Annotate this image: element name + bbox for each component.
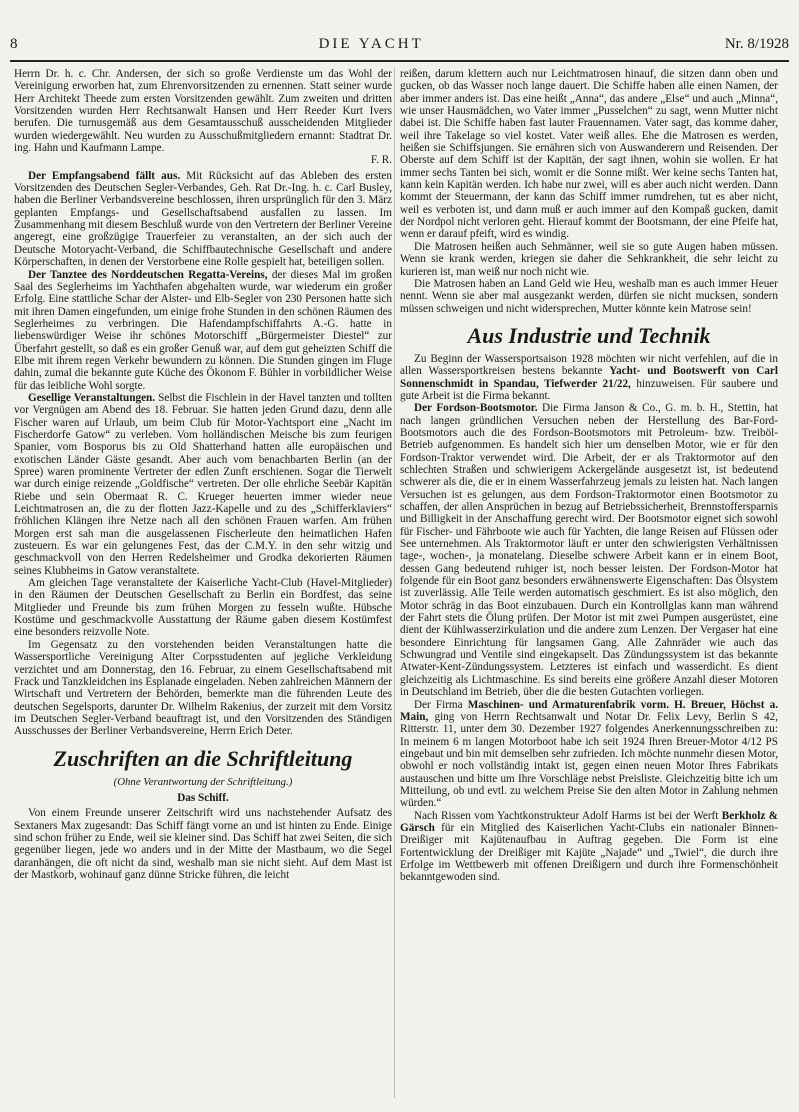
section-title-letters: Zuschriften an die Schriftleitung [53,745,353,771]
article-paragraph: Zu Beginn der Wassersportsaison 1928 möchten wir nicht verfehlen, auf die in allen Wassersportkreisen bestens bekannte Yacht- und Bootswerft von Carl Sonnenschmidt in Spandau, Tiefwerder 21/22, hinzuweisen. Für saubere und gute Arbeit ist die Firma bekannt. [400,352,779,402]
company-name: Berkholz & Gärsch [400,809,778,834]
article-paragraph: Die Matrosen haben an Land Geld wie Heu, weshalb man es auch immer Heuer nennt. Wenn sie aber mal ausgezankt werden, dürfen sie nicht mucksen, sondern müssen schweigen und nicht widersprechen, Mutter könnte kein Matrose sein! [400,277,778,315]
author-initials: F. R. [370,154,392,167]
paragraph-heading: Der Fordson-Bootsmotor. [414,402,538,415]
right-column [400,68,778,884]
paragraph-heading: Der Empfangsabend fällt aus. [28,169,181,182]
magazine-title: DIE YACHT [318,36,424,52]
paragraph-heading: Der Tanztee des Norddeutschen Regatta-Vereins, [28,268,268,281]
letter-title: Das Schiff. [177,791,229,804]
company-name: Maschinen- und Armaturenfabrik vorm. H. Breuer, Höchst a. Main, [400,698,778,723]
column-divider [394,68,395,1098]
article-paragraph: Im Gegensatz zu den vorstehenden beiden Veranstaltungen hatte die Wassersportliche Vereinigung Alter Corpsstudenten auf jegliche Verkleidung verzichtet und am Donnerstag, den 16. Februar, zu einem Gesellschaftsabend mit Frack und Tanzkleidchen ins Esplanade eingeladen. Neben zahlreichen Männern der Wirtschaft und Vertretern der Behörden, bemerkte man die führenden Leute des deutschen Segelsports, darunter Dr. Wilhelm Rakenius, der zurzeit mit dem Vorsitz im Deutschen Segler-Verband beauftragt ist, und den Vorsitzenden des Ständigen Ausschusses der Berliner Verbandsvereine, Herrn Erich Deter. [14,638,392,738]
article-paragraph: Am gleichen Tage veranstaltete der Kaiserliche Yacht-Club (Havel-Mitglieder) in den Räumen der Deutschen Gesellschaft zu Berlin ein Bordfest, das seine Mitglieder und Freunde bis zum frühen Morgen zu fesseln wußte. Hübsche Kostüme und geschmackvolle Ausstattung der Räume gaben diesem Kostümfest eine besonders reizvolle Note. [14,577,392,639]
section-title-industry: Aus Industrie und Technik [467,322,711,348]
article-paragraph: Der Firma Maschinen- und Armaturenfabrik vorm. H. Breuer, Höchst a. Main, ging von Herrn Rechtsanwalt und Notar Dr. Felix Levy, Berlin S 42, Ritterstr. 11, unter dem 30. Dezember 1927 folgendes Anerkennungsschreiben zu: In meinem 6 m langen Motorboot habe ich seit 1924 Ihren Breuer-Motor 4/12 PS eingebaut und bin mit demselben sehr zufrieden. Ich möchte nunmehr diesen Motor, obwohl er noch vollständig intakt ist, gegen einen neuen Motor Ihres Fabrikats austauschen und bitte um Ihre Vorschläge nebst Preisliste. Gleichzeitig bitte ich um Mitteilung, ob und evtl. zu welchem Preise Sie den alten Motor in Zahlung nehmen würden.“ [400,698,778,810]
article-paragraph: reißen, darum klettern auch nur Leichtmatrosen hinauf, die sitzen dann oben und gucken, ob das Wasser noch lange dauert. Die Schiffe haben alle einen Namen, der aber immer anders ist. Das eine heißt „Anna“, das andere „Else“ und auch „Minna“, wie unser Hausmädchen, wo Vater immer „Pusselchen“ zu sagt, wenn Mutter nicht dabei ist. Die Schiffe haben fast lauter Frauennamen. Vater sagt, das komme daher, weil ihre Takelage so viel kostet. Vater weiß alles. Ehe die Matrosen es werden, heißen sie Schiffsjungen. Sie ernähren sich von Auswanderern und Reisenden. Der Oberste auf dem Schiff ist der Kapitän, der sagt ihnen, wohin sie wollen. Er hat immer sechs Tanten bei sich, womit er die Sonne mißt. Wer keine sechs Tanten hat, kann kein Kapitän werden. Ich habe nur zwei, will es aber auch nicht werden. Dann kommt der Steuermann, der kann das Schiff immer rumdrehen, tut es aber nicht, weil es verboten ist, und dann muß er auch immer auf den Kompaß gucken, damit der Nordpol nicht verloren geht. Hierauf kommt der Bootsmann, der eine Pfeife hat, wenn er darauf pfeift, wird es windig. [400,68,778,241]
section-subtitle: (Ohne Verantwortung der Schriftleitung.) [113,775,293,788]
article-paragraph: Die Matrosen heißen auch Sehmänner, weil sie so gute Augen haben müssen. Wenn sie krank werden, kriegen sie daher die Sehkrankheit, die sehr leicht zu kurieren ist, man weiß nur noch nicht wie. [400,240,778,278]
page-number: 8 [10,36,18,52]
article-paragraph: Der Empfangsabend fällt aus. Mit Rücksicht auf das Ableben des ersten Vorsitzenden des Deutschen Segler-Verbandes, Geh. Rat Dr.-Ing. h. c. Carl Busley, haben die Berliner Verbandsvereine beschlossen, ihren ursprünglich für den 3. März geplanten Empfangs- und Gesellschaftsabend ausfallen zu lassen. Im Zusammenhang mit diesem Beschluß wurde von den Vertretern der Berliner Vereine angeregt, eine großzügige Trauerfeier zu veranstalten, an der sich auch der Deutsche Motoryacht-Verband, die Schiffbautechnische Gesellschaft und andere Körperschaften, in denen der Verstorbene eine Rolle gespielt hat, beteiligen sollen. [14,169,392,269]
article-paragraph: Nach Rissen vom Yachtkonstrukteur Adolf Harms ist bei der Werft Berkholz & Gärsch für ein Mitglied des Kaiserlichen Yacht-Clubs ein nationaler Binnen-Dreißiger mit Kajütenaufbau in Auftrag gegeben. Die Form ist eine Fortentwicklung der Dreißiger mit Kajüte „Najade“ und „Twiel“, die durch ihre Erfolge im Wettbewerb mit offenen Dreißigern und durch ihre Formenschönheit bekanntgewoden sind. [400,809,778,884]
article-paragraph: Herrn Dr. h. c. Chr. Andersen, der sich so große Verdienste um das Wohl der Vereinigung erworben hat, zum Ehrenvorsitzenden zu ernennen. Statt seiner wurde Herr Architekt Theede zum ersten Vorsitzenden gewählt. Zum zweiten und dritten Vorsitzenden wurden Herr Rechtsanwalt Hansen und Herr Reeder Kurt Ivers berufen. Die turnusgemäß aus dem Gesamtausschuß ausscheidenden Mitglieder wurden wiedergewählt. Neu wurden zu Ausschußmitgliedern ernannt: Stadtrat Dr. ing. Hahn und Kaufmann Lampe. [14,68,392,155]
header-rule [10,60,789,62]
left-column [14,68,392,881]
paragraph-heading: Gesellige Veranstaltungen. [28,391,156,404]
page-header [10,36,789,60]
issue-number: Nr. 8/1928 [724,36,789,52]
article-paragraph: Der Fordson-Bootsmotor. Die Firma Janson & Co., G. m. b. H., Stettin, hat nach langen gründlichen Versuchen neben der Herstellung des Bar-Ford-Bootsmotors auch die des Fordson-Bootsmotors mit Petroleum- bzw. Treiböl-Betrieb aufgenommen. Es handelt sich hier um denselben Motor, wie er für den Fordson-Traktor verwendet wird. Die Arbeit, der er als Traktormotor auf den schlechten Straßen und schwierigem Ackergelände ausgesetzt ist, ist bedeutend schwerer als die, die er in einem Wasserfahrzeug jemals zu leisten hat. Nach langen Versuchen ist es gelungen, aus dem Fordson-Traktormotor einen Bootsmotor zu schaffen, der allen Ansprüchen in bezug auf Betriebssicherheit, Brennstoffersparnis und Billigkeit in der Anschaffung gerecht wird. Der Bootsmotor eignet sich sowohl für Fischer- und Fährboote wie auch für Yachten, die lange Reisen auf Flüssen oder See unternehmen. Als Traktormotor läuft er unter den schwierigsten Verhältnissen tage-, wochen-, ja monatelang. Dieselbe schwere Arbeit kann er in einem Boot, dessen Gang bedeutend ruhiger ist, noch besser leisten. Der Fordson-Motor hat folgende für ein Boot ganz besonders erwähnenswerte Eigenschaften: Das Ölsystem ist zuverlässig. Alle Teile werden automatisch geschmiert. Es ist also möglich, den Motor schräg in das Boot einzubauen. Durch ein Kontrollglas kann man während der Fahrt stets die Ölung prüfen. Der Motor ist mit zwei Pumpen ausgerüstet, eine dient der Kühlwasserzirkulation und die andere zum Lenzen. Der Vergaser hat eine besondere Einrichtung für langsamen Gang. Alle Zahnräder wie auch das Schwungrad und Ventile sind eingekapselt. Das Zündungssystem ist das bekannte Atwater-Kent-Zündungssystem. Letzteres ist einfach und wasserdicht. Es dient gleichzeitig als Lichtmaschine. Es sind bereits eine größere Anzahl dieser Motoren in Deutschland im Betrieb, über die die besten Gutachten vorliegen. [400,402,778,699]
article-paragraph: Gesellige Veranstaltungen. Selbst die Fischlein in der Havel tanzten und tollten vor Vergnügen am Abend des 18. Februar. Sie hatten jeden Grund dazu, denn alle Fischer waren auf Urlaub, um beim Club für Motor-Yachtsport eine „Nacht im Fischerdorfe Gatow“ zu verleben. Vom holländischen Meische bis zum feurigen Spanier, vom Bosporus bis zu Old Shatterhand hatten alle europäischen und exotischen Länder Gäste gesandt. Aber auch vom benachbarten Berlin (an der Spree) waren prominente Vertreter der edlen Zunft erschienen. Sogar die Tierwelt war durch einige reizende „Goldfische“ vertreten. Der olle ehrliche Seebär Kapitän Riebe und sein Obermaat R. C. Krueger heuerten immer wieder neue Leichtmatrosen an, die zu der flotten Jazz-Kapelle und zu des „Schifferklaviers“ fröhlichen Klängen ihre Netze nach all den schönen Frauen warfen. Am frühen Morgen erst sah man die ausgelassenen Fischerleute den heimatlichen Hafen zusteuern. Es war ein gelungenes Fest, das der C.M.Y. in den sehr witzig und geschmackvoll von den Herren Redelsheimer und Grodka dekorierten Räumen seines Klubheims in Gatow veranstaltete. [14,391,393,577]
article-paragraph: Der Tanztee des Norddeutschen Regatta-Vereins, der dieses Mal im großen Saal des Seglerheims im Yachthafen abgehalten wurde, war wiederum ein großer Erfolg. Eine stattliche Schar der Alster- und Elb-Segler von 230 Personen hatte sich mit ihren Damen eingefunden, um einige frohe Stunden in den schönen Räumen des Seglerheimes zu verbringen. Die Hafendampfschiffahrts A.-G. hatte in liebenswürdiger Weise ihr schönes Motorschiff „Bürgermeister Diestel“ zur Überfahrt gestellt, so daß es ein großer Genuß war, auf dem gut geheizten Schiff die Elbe mit ihrem regen Verkehr bewundern zu können. Die Stunden gingen im Fluge dahin, zumal die bekannte gute Küche des Ökonom F. Bühler in vorbildlicher Weise für das leibliche Wohl sorgte. [14,268,392,392]
article-paragraph: Von einem Freunde unserer Zeitschrift wird uns nachstehender Aufsatz des Sextaners Max zugesandt: Das Schiff fängt vorne an und ist hinten zu Ende. Einige sind schon früher zu Ende, weil sie kleiner sind. Das Schiff hat zwei Seiten, die sich gegenüber liegen, jede wo anders und in der Mitte der Mastbaum, wo die Segel daranhängen, die oft nicht da sind, weshalb man sie nicht sieht. Auf dem Mast ist der Mastkorb, wohinauf ganz dünne Stricke führen, die leicht [14,807,392,881]
company-name: Yacht- und Bootswerft von Carl Sonnenschmidt in Spandau, Tiefwerder 21/22, [400,365,779,390]
